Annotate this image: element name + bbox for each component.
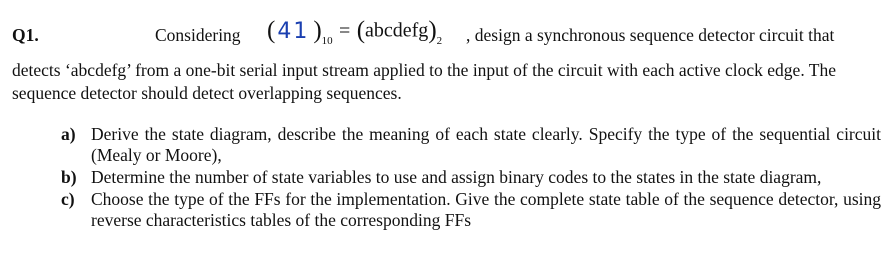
equals-sign: =	[339, 19, 351, 42]
question-continuation: detects ‘abcdefg’ from a one-bit serial input stream applied to the input of the circuit with each active clock edge. The sequence detector should detect overlapping sequences.	[12, 60, 836, 103]
sub-question-text: Choose the type of the FFs for the implementation. Give the complete state table of the sequence detector, using reverse characteristics tables of the corresponding FFs	[91, 189, 881, 230]
formula-open-paren-right: (	[356, 17, 366, 44]
base-ten-subscript: 10	[321, 35, 333, 48]
handwritten-number: 41	[277, 18, 310, 44]
sub-question-marker: c)	[61, 189, 75, 209]
sub-question-marker: b)	[61, 167, 77, 187]
sub-question-list	[55, 124, 881, 232]
sub-question-c	[55, 189, 881, 231]
question-lead-text: Considering	[155, 25, 241, 45]
base-two-subscript: 2	[436, 35, 443, 48]
binary-word: abcdefg	[365, 19, 429, 42]
question-tail-text: , design a synchronous sequence detector circuit that	[466, 25, 835, 45]
sub-question-marker: a)	[61, 124, 76, 144]
sub-question-text: Determine the number of state variables to use and assign binary codes to the states in the state diagram,	[91, 167, 822, 187]
sub-question-a	[55, 124, 881, 166]
formula-close-paren-right: )	[428, 17, 437, 44]
sub-question-b	[55, 167, 881, 188]
sub-question-text: Derive the state diagram, describe the meaning of each state clearly. Specify the type of the sequential circuit (Mealy or Moore),	[91, 124, 881, 165]
question-first-line	[12, 17, 882, 51]
question-number: Q1.	[12, 25, 39, 45]
number-formula	[267, 17, 442, 51]
formula-open-paren: (	[267, 17, 276, 44]
formula-close-paren: )	[313, 17, 322, 44]
